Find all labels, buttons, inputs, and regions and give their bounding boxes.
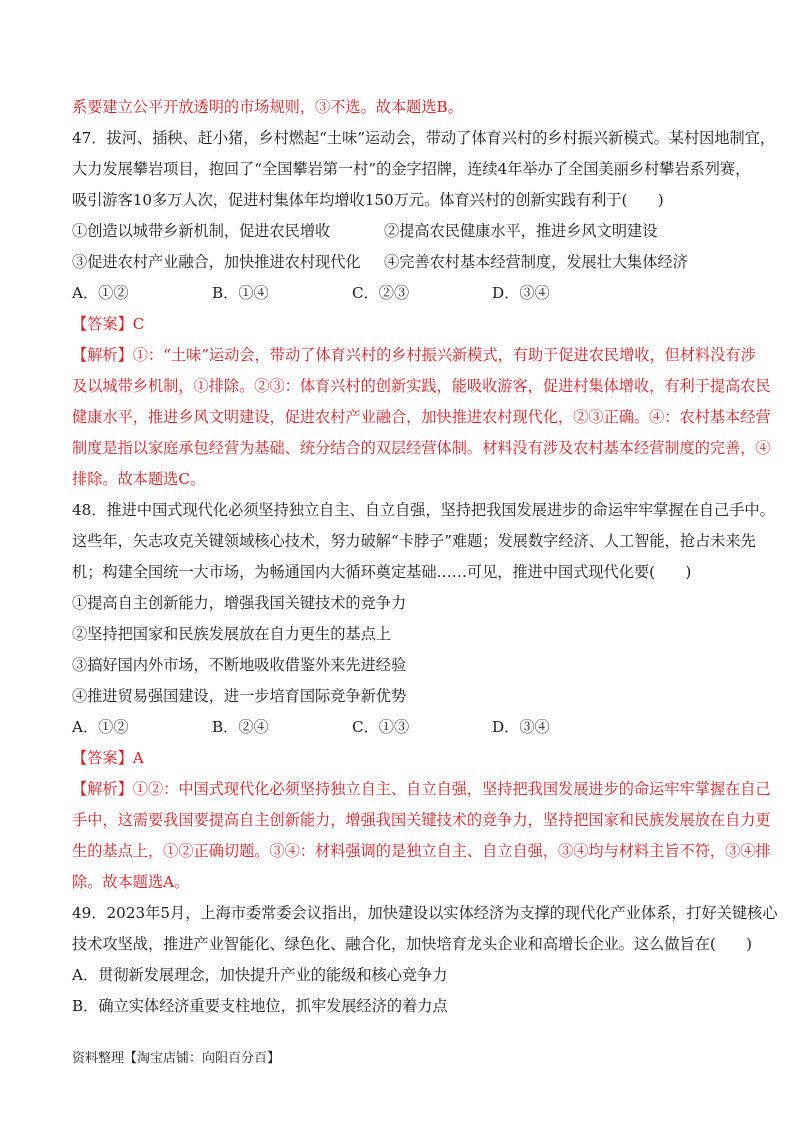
q48-stem-line-3: 机；构建全国统一大市场，为畅通国内大循环奠定基础……可见，推进中国式现代化要( ) (72, 563, 692, 581)
q48-option-b: B．②④ (212, 718, 269, 736)
q47-stem-line-2: 大力发展攀岩项目，抱回了“全国攀岩第一村”的金字招牌，连续4年举办了全国美丽乡村攀岩系列赛， (72, 160, 751, 178)
q48-item-1: ①提高自主创新能力，增强我国关键技术的竞争力 (72, 594, 407, 612)
q48-analysis-line-1: 【解析】①②：中国式现代化必须坚持独立自主、自立自强，坚持把我国发展进步的命运牢牢掌握在自己 (72, 780, 771, 798)
q49-stem-line-1: 49．2023年5月，上海市委常委会议指出，加快建设以实体经济为支撑的现代化产业体系，打好关键核心 (72, 904, 778, 922)
q48-option-a: A．①② (72, 718, 129, 736)
q47-option-a: A．①② (72, 284, 129, 302)
q48-answer: 【答案】A (72, 749, 144, 767)
q48-analysis-line-3: 生的基点上，①②正确切题。③④：材料强调的是独立自主、自立自强，③④均与材料主旨不符，③④排 (72, 842, 771, 860)
q47-answer: 【答案】C (72, 315, 145, 333)
q48-option-d: D．③④ (492, 718, 550, 736)
previous-analysis-continuation: 系要建立公平开放透明的市场规则，③不选。故本题选B。 (72, 98, 463, 116)
page-footer: 资料整理【淘宝店铺：向阳百分百】 (72, 1051, 281, 1066)
q48-stem-line-2: 这些年，矢志攻克关键领域核心技术，努力破解“卡脖子”难题；发展数字经济、人工智能，抢占未来先 (72, 532, 756, 550)
q47-item-4: ④完善农村基本经营制度，发展壮大集体经济 (384, 253, 688, 271)
q47-analysis-line-4: 制度是指以家庭承包经营为基础、统分结合的双层经营体制。材料没有涉及农村基本经营制度的完善，④ (72, 439, 771, 457)
q47-analysis-line-2: 及以城带乡机制，①排除。②③：体育兴村的创新实践，能吸收游客，促进村集体增收，有利于提高农民 (72, 377, 771, 395)
q47-option-d: D．③④ (492, 284, 550, 302)
q49-stem-line-2: 技术攻坚战，推进产业智能化、绿色化、融合化，加快培育龙头企业和高增长企业。这么做旨在( ) (72, 935, 753, 953)
q48-option-c: C．①③ (352, 718, 410, 736)
q48-stem-line-1: 48．推进中国式现代化必须坚持独立自主、自立自强，坚持把我国发展进步的命运牢牢掌握在自己手中。 (72, 501, 775, 519)
q47-analysis-line-5: 排除。故本题选C。 (72, 470, 206, 488)
q49-option-a: A．贯彻新发展理念，加快提升产业的能级和核心竞争力 (72, 966, 448, 984)
q48-item-4: ④推进贸易强国建设，进一步培育国际竞争新优势 (72, 687, 407, 705)
q47-item-2: ②提高农民健康水平，推进乡风文明建设 (384, 222, 658, 240)
q48-analysis-line-4: 除。故本题选A。 (72, 873, 190, 891)
q49-option-b: B．确立实体经济重要支柱地位，抓牢发展经济的着力点 (72, 997, 448, 1015)
q47-stem-line-1: 47．拔河、插秧、赶小猪，乡村燃起“土味”运动会，带动了体育兴村的乡村振兴新模式。某村因地制宜， (72, 129, 776, 147)
q48-item-3: ③搞好国内外市场，不断地吸收借鉴外来先进经验 (72, 656, 407, 674)
q47-analysis-line-1: 【解析】①：“土味”运动会，带动了体育兴村的乡村振兴新模式，有助于促进农民增收，但材料没有涉 (72, 346, 756, 364)
q47-stem-line-3: 吸引游客10多万人次，促进村集体年均增收150万元。体育兴村的创新实践有利于( ) (72, 191, 664, 209)
q47-option-c: C．②③ (352, 284, 410, 302)
q47-analysis-line-3: 健康水平，推进乡风文明建设，促进农村产业融合，加快推进农村现代化，②③正确。④：农村基本经营 (72, 408, 771, 426)
q48-analysis-line-2: 手中，这需要我国要提高自主创新能力，增强我国关键技术的竞争力，坚持把国家和民族发展放在自力更 (72, 811, 771, 829)
q47-item-3: ③促进农村产业融合，加快推进农村现代化 (72, 253, 361, 271)
q47-option-b: B．①④ (212, 284, 269, 302)
q48-item-2: ②坚持把国家和民族发展放在自力更生的基点上 (72, 625, 391, 643)
q47-item-1: ①创造以城带乡新机制，促进农民增收 (72, 222, 331, 240)
